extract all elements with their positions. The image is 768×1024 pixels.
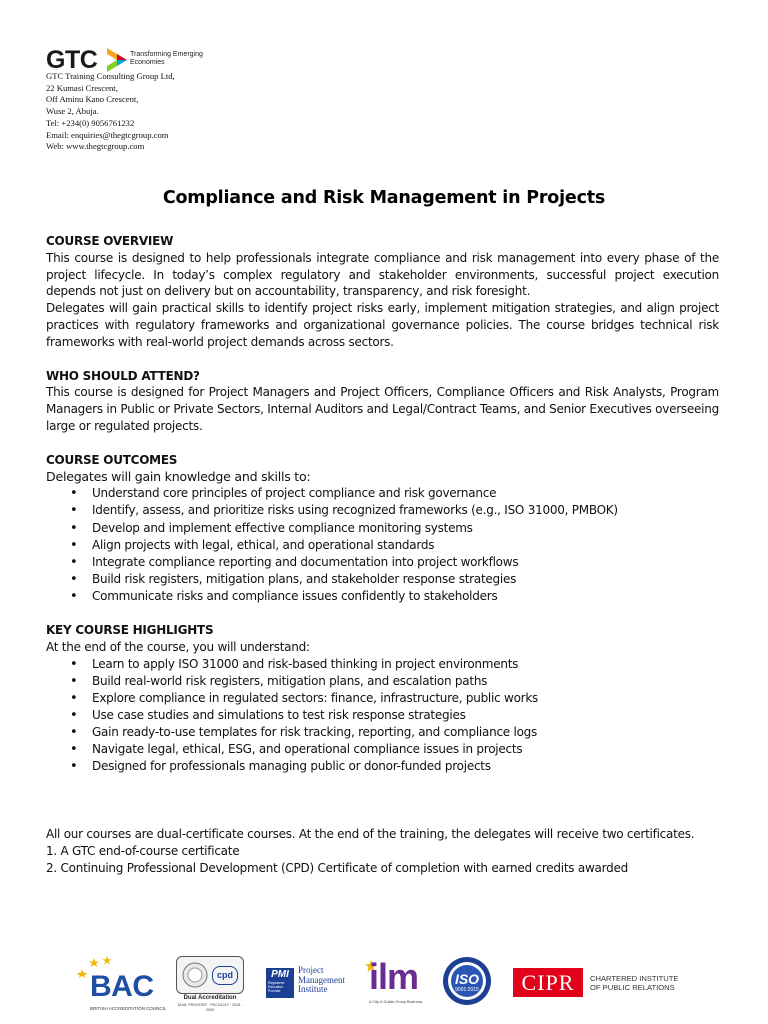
list-item: • Build real-world risk registers, mitigation plans, and escalation paths xyxy=(46,673,719,690)
list-item: • Learn to apply ISO 31000 and risk-based thinking in project environments xyxy=(46,656,719,673)
list-item: • Understand core principles of project compliance and risk governance xyxy=(46,485,719,502)
cipr-line-1: CHARTERED INSTITUTE xyxy=(590,974,679,983)
certificates-intro: All our courses are dual-certificate courses. At the end of the training, the delegates will receive two certificates. xyxy=(46,827,695,841)
attend-heading: WHO SHOULD ATTEND? xyxy=(46,368,200,383)
list-item: • Integrate compliance reporting and documentation into project workflows xyxy=(46,554,719,571)
list-item: • Identify, assess, and prioritize risks using recognized frameworks (e.g., ISO 31000, PMBOK) xyxy=(46,502,719,519)
address-email[interactable]: Email: enquiries@thegtcgroup.com xyxy=(46,129,169,140)
page-title: Compliance and Risk Management in Projects xyxy=(162,188,606,208)
highlights-list xyxy=(46,656,719,776)
list-item: • Use case studies and simulations to test risk response strategies xyxy=(46,707,719,724)
list-item: • Align projects with legal, ethical, and operational standards xyxy=(46,537,719,554)
list-item: • Gain ready-to-use templates for risk tracking, reporting, and compliance logs xyxy=(46,724,719,741)
pmi-side-text: Registered Education Provider xyxy=(268,981,285,994)
list-item: • Communicate risks and compliance issues confidently to stakeholders xyxy=(46,588,719,605)
overview-paragraph-2: Delegates will gain practical skills to identify project risks early, implement mitigation strategies, and align project practices with regulatory frameworks and organizational governance policies. The course bridges technical risk frameworks with real-world project demands across sectors. xyxy=(46,301,719,349)
address-tel: Tel: +234(0) 9056761232 xyxy=(46,117,135,128)
list-item: • Designed for professionals managing public or donor-funded projects xyxy=(46,758,719,775)
list-item: • Navigate legal, ethical, ESG, and operational compliance issues in projects xyxy=(46,741,719,758)
highlights-heading: KEY COURSE HIGHLIGHTS xyxy=(46,623,214,638)
cpd-caption: Dual Accreditation xyxy=(183,995,237,1001)
accreditation-seal-icon xyxy=(182,962,208,988)
course-content xyxy=(46,233,719,775)
accreditation-footer xyxy=(0,952,768,1014)
attend-paragraph: This course is designed for Project Managers and Project Officers, Compliance Officers and Risk Analysts, Program Managers in Public or Private Sectors, Internal Auditors and Legal/Contract Teams, and Senior Executives overseeing large or regulated projects. xyxy=(46,385,719,433)
cpd-accreditation-logo xyxy=(176,956,244,1016)
pmi-line-1: Project xyxy=(298,965,324,975)
gtc-chevron-icon xyxy=(107,48,127,72)
certificate-1: 1. A GTC end-of-course certificate xyxy=(46,844,240,859)
ilm-subtitle: A City & Guilds Group Business xyxy=(369,1000,423,1004)
outcomes-lead: Delegates will gain knowledge and skills to: xyxy=(46,468,311,484)
outcomes-list xyxy=(46,485,719,605)
overview-paragraph-1: This course is designed to help professionals integrate compliance and risk management into every phase of the project lifecycle. In today’s complex regulatory and stakeholder environments, successful project execution depends not just on delivery but on accountability, transparency, and risk foresight. xyxy=(46,250,719,299)
cpd-badge: cpd xyxy=(212,966,238,985)
pmi-logo xyxy=(266,966,350,1006)
list-item: • Build risk registers, mitigation plans, and stakeholder response strategies xyxy=(46,571,719,588)
address-line-2: 22 Kumasi Crescent, xyxy=(46,82,118,93)
bac-name: BAC xyxy=(90,970,154,1003)
cipr-logo xyxy=(513,968,693,998)
iso-subtitle: 9001:2015 xyxy=(455,987,479,993)
pmi-line-2: Management xyxy=(298,974,345,985)
gtc-logo-text: GTC xyxy=(46,46,98,74)
list-item: • Explore compliance in regulated sectors: finance, infrastructure, public works xyxy=(46,690,719,707)
address-line-1: GTC Training Consulting Group Ltd, xyxy=(46,71,175,81)
cipr-name: CIPR xyxy=(521,970,575,995)
pmi-line-3: Institute xyxy=(298,984,328,995)
bac-subtitle: BRITISH ACCREDITATION COUNCIL xyxy=(90,1006,167,1011)
highlights-lead: At the end of the course, you will understand: xyxy=(46,639,310,654)
certificate-2: 2. Continuing Professional Development (CPD) Certificate of completion with earned credits awarded xyxy=(46,861,628,876)
outcomes-heading: COURSE OUTCOMES xyxy=(46,452,178,467)
gtc-tagline: Transforming Emerging Economies xyxy=(130,51,203,66)
ilm-name: ilm xyxy=(369,956,419,997)
address-line-3: Off Aminu Kano Crescent, xyxy=(46,94,139,105)
pmi-mark: PMI xyxy=(271,969,289,980)
bac-logo xyxy=(76,956,167,1012)
address-web[interactable]: Web: www.thegtcgroup.com xyxy=(46,141,145,152)
address-line-4: Wuse 2, Abuja. xyxy=(46,106,99,117)
list-item: • Develop and implement effective compliance monitoring systems xyxy=(46,520,719,537)
company-address xyxy=(46,71,175,153)
certificates-section xyxy=(46,826,736,878)
ilm-logo xyxy=(366,956,430,1012)
overview-heading: COURSE OVERVIEW xyxy=(46,234,174,248)
iso-name: ISO xyxy=(454,971,480,987)
cipr-line-2: OF PUBLIC RELATIONS xyxy=(590,983,675,992)
cpd-subtitle: DUAL PROVIDER · PDC/01212 · 2018 - 2026 xyxy=(177,1003,243,1012)
iso-logo xyxy=(442,956,492,1008)
